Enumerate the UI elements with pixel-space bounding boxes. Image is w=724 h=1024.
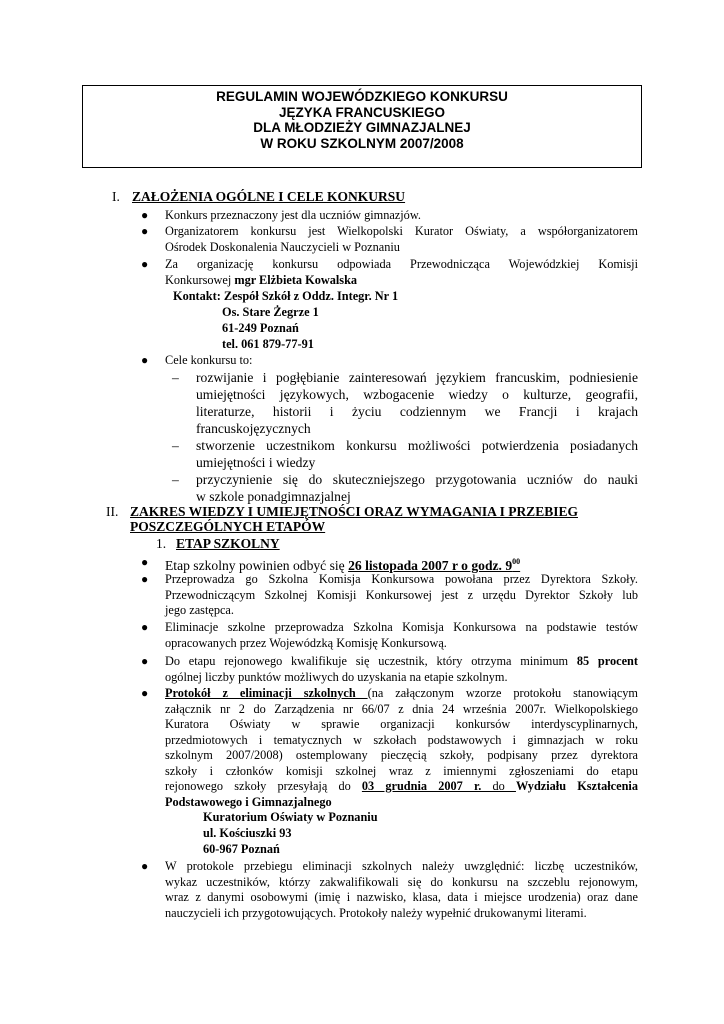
list-item-text: rejonowego szkoły przesyłają do — [165, 779, 362, 793]
section-1-title: ZAŁOŻENIA OGÓLNE I CELE KONKURSU — [132, 189, 406, 204]
list-item-text: szkolnym 2007/2008) ostemplowany pieczęcią szkoły, podpisany przez dyrektora — [165, 748, 638, 762]
list-item — [141, 859, 638, 921]
bullet-dot-icon: ● — [141, 654, 149, 668]
list-item-text: przedmiotowych i tematycznych w szkołach podstawowych i gimnazjach w roku — [165, 732, 638, 747]
en-dash-icon: – — [172, 438, 179, 453]
list-item-text: Ośrodek Doskonalenia Nauczycieli w Poznaniu — [165, 239, 400, 254]
list-item-text: Etap szkolny powinien odbyć się — [165, 558, 349, 573]
list-item-text: Przeprowadza go Szkolna Komisja Konkursowa powołana przez Dyrektora Szkoły. — [165, 572, 638, 586]
contact-line-4: tel. 061 879-77-91 — [222, 337, 314, 351]
department-name: Wydziału Kształcenia — [515, 779, 638, 793]
list-item-text: załącznik nr 2 do Zarządzenia nr 66/07 z dnia 24 września 2007r. Wielkopolskiego — [165, 701, 638, 716]
goal-text: przyczynienie się do skuteczniejszego przygotowania uczniów do nauki — [196, 472, 638, 487]
list-item — [141, 208, 638, 224]
title-line-2: JĘZYKA FRANCUSKIEGO — [278, 104, 445, 120]
list-item-text: Do etapu rejonowego kwalifikuje się uczestnik, który otrzyma minimum — [165, 654, 577, 668]
bullet-dot-icon: ● — [141, 620, 149, 634]
title-line-4: W ROKU SZKOLNYM 2007/2008 — [260, 135, 464, 151]
list-item — [141, 553, 638, 574]
bullet-dot-icon: ● — [141, 353, 149, 367]
list-item-text: Cele konkursu to: — [165, 353, 253, 367]
department-name-cont: Podstawowego i Gimnazjalnego — [165, 794, 332, 809]
list-item-text: Za organizację konkursu odpowiada Przewodnicząca Wojewódzkiej Komisji — [165, 257, 638, 271]
bullet-dot-icon: ● — [141, 686, 149, 700]
list-item-text: do — [492, 779, 516, 793]
address-line-3: 60-967 Poznań — [203, 842, 280, 856]
section-2-title-line-2: POSZCZEGÓLNYCH ETAPÓW — [130, 519, 326, 534]
list-item-text: Konkurs przeznaczony jest dla uczniów gimnazjów. — [165, 208, 421, 222]
section-1-number: I. — [112, 189, 120, 204]
en-dash-icon: – — [172, 472, 179, 487]
protocol-deadline: 03 grudnia 2007 r. — [361, 779, 493, 793]
list-item-text: wraz z danymi osobowymi (imię i nazwisko, klasa, data i miejsce urodzenia) oraz dane — [165, 890, 638, 904]
list-item — [141, 257, 638, 288]
title-box — [82, 85, 642, 168]
list-item-text: opracowanych przez Wojewódzką Komisję Konkursową. — [165, 635, 447, 650]
goal-item — [172, 471, 638, 505]
goal-item — [172, 369, 638, 437]
section-2-title-line-1: ZAKRES WIEDZY I UMIEJĘTNOŚCI ORAZ WYMAGANIA I PRZEBIEG — [130, 504, 578, 519]
contact-line-2: Os. Stare Żegrze 1 — [222, 305, 319, 319]
subsection-number: 1. — [156, 536, 167, 551]
subsection-title: ETAP SZKOLNY — [176, 536, 280, 551]
list-item — [141, 224, 638, 255]
list-item — [141, 654, 638, 685]
goal-text: stworzenie uczestnikom konkursu możliwości potwierdzenia posiadanych — [196, 438, 638, 453]
list-item — [141, 620, 638, 651]
list-item-text: (na załączonym wzorze protokołu stanowiącym — [367, 686, 638, 700]
list-item-text: nauczycieli ich przygotowujących. Protokoły należy wypełnić drukowanymi literami. — [165, 905, 587, 920]
school-stage-date: 26 listopada 2007 r o godz. $9^{00}$ — [348, 557, 521, 573]
list-item-text: Organizatorem konkursu jest Wielkopolski Kurator Oświaty, a współorganizatorem — [165, 224, 638, 238]
title-line-3: DLA MŁODZIEŻY GIMNAZJALNEJ — [253, 120, 471, 135]
address-line-1: Kuratorium Oświaty w Poznaniu — [203, 810, 378, 824]
goal-text: umiejętności i wiedzy — [196, 455, 316, 470]
list-item-text: Przewodniczącym Szkolnej Komisji Konkursowej jest z urzędu Dyrektor Szkoły lub — [165, 587, 638, 602]
section-2-number: II. — [106, 504, 119, 519]
goal-text: literaturze, historii i życiu codziennym we Francji i krajach — [196, 404, 638, 419]
contact-line-3: 61-249 Poznań — [222, 321, 299, 335]
list-item — [141, 686, 638, 810]
en-dash-icon: – — [172, 370, 179, 385]
bullet-dot-icon: ● — [141, 555, 149, 569]
goal-text: umiejętności językowych, wzbogacenie wiedzy o kulturze, geografii, — [196, 387, 638, 402]
list-item-text: Kuratora Oświaty w sprawie organizacji konkursów interdyscyplinarnych, — [165, 717, 638, 731]
qualification-threshold: 85 procent — [576, 654, 638, 668]
coordinator-name: mgr Elżbieta Kowalska — [234, 272, 358, 287]
address-line-2: ul. Kościuszki 93 — [203, 826, 292, 840]
list-item-text: jego zastępca. — [165, 603, 234, 617]
list-item-text: ogólnej liczby punktów możliwych do uzyskania na etapie szkolnym. — [165, 669, 508, 684]
list-item — [141, 353, 638, 369]
goal-text: rozwijanie i pogłębianie zainteresowań językiem francuskim, podniesienie — [196, 370, 638, 385]
goal-text: w szkole ponadgimnazjalnej — [196, 489, 351, 504]
list-item-text: W protokole przebiegu eliminacji szkolnych należy uwzględnić: liczbę uczestników, — [165, 859, 638, 873]
list-item-text: szkoły i członków komisji szkolnej wraz z imiennymi zgłoszeniami do etapu — [165, 763, 638, 778]
bullet-dot-icon: ● — [141, 257, 149, 271]
contact-line-1: Kontakt: Zespół Szkół z Oddz. Integr. Nr 1 — [173, 289, 399, 303]
bullet-dot-icon: ● — [141, 224, 149, 238]
protocol-label: Protokół z eliminacji szkolnych — [165, 686, 368, 700]
bullet-dot-icon: ● — [141, 572, 149, 586]
list-item-text: wykaz uczestników, którzy zakwalifikowali się do konkursu na szczeblu rejonowym, — [165, 874, 638, 889]
title-line-1: REGULAMIN WOJEWÓDZKIEGO KONKURSU — [216, 89, 508, 104]
goal-text: francuskojęzycznych — [196, 421, 311, 436]
bullet-dot-icon: ● — [141, 859, 149, 873]
goal-item — [172, 437, 638, 471]
list-item — [141, 572, 638, 619]
list-item-text: Eliminacje szkolne przeprowadza Szkolna Komisja Konkursowa na podstawie testów — [165, 620, 638, 634]
bullet-dot-icon: ● — [141, 208, 149, 222]
list-item-text: Konkursowej — [165, 272, 235, 287]
